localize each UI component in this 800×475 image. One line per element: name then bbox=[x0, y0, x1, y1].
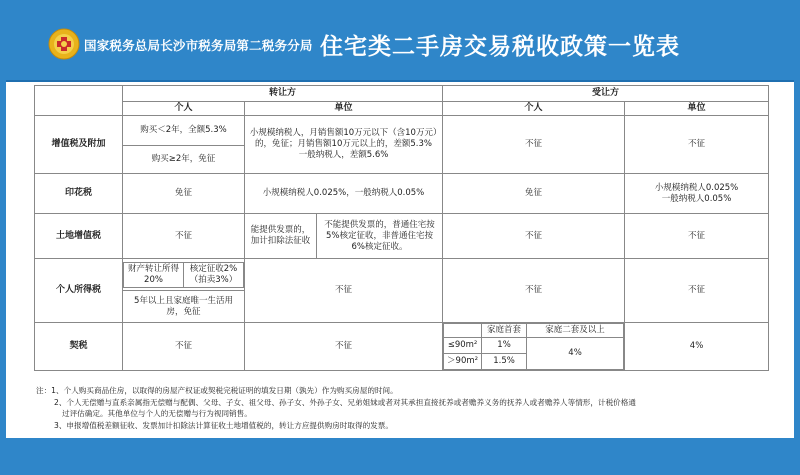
table-row bbox=[35, 174, 769, 214]
table-row bbox=[35, 116, 769, 146]
transferee-unit-header: 单位 bbox=[625, 102, 769, 116]
table-row bbox=[35, 102, 769, 116]
transferor-header: 转让方 bbox=[123, 86, 443, 102]
vat-individual-long: 购买≥2年，免征 bbox=[123, 146, 245, 174]
deed-small-rate: 1% bbox=[482, 338, 527, 354]
stamp-unit: 小规模纳税人0.025%，一般纳税人0.05% bbox=[245, 174, 443, 214]
land-buyer-individual: 不征 bbox=[443, 214, 625, 259]
transferee-header: 受让方 bbox=[443, 86, 769, 102]
tax-policy-table bbox=[34, 85, 769, 371]
income-buyer-individual: 不征 bbox=[443, 259, 625, 323]
table-row bbox=[35, 323, 769, 371]
note-line: 注：1、个人购买商品住房，以取得的房屋产权证或契税完税证明的填发日期（孰先）作为购买房屋的时间。 bbox=[36, 386, 398, 395]
deed-second-rate: 4% bbox=[527, 338, 624, 370]
stamp-individual: 免征 bbox=[123, 174, 245, 214]
vat-buyer-individual: 不征 bbox=[443, 116, 625, 174]
income-transfer-rate: 财产转让所得20% bbox=[124, 262, 184, 287]
deed-area-large: ＞90m² bbox=[444, 354, 482, 370]
transferor-individual-header: 个人 bbox=[123, 102, 245, 116]
notes bbox=[36, 385, 776, 431]
note-line: 2、个人无偿赠与直系亲属指无偿赠与配偶、父母、子女、祖父母、孙子女、外孙子女、兄弟姐妹或者对其承担直接抚养或者赡养义务的抚养人或者赡养人等情形，计税价格通 bbox=[54, 397, 636, 407]
land-individual: 不征 bbox=[123, 214, 245, 259]
note-line: 过评估确定。其他单位与个人的无偿赠与行为视同销售。 bbox=[62, 409, 252, 418]
row-label-income: 个人所得税 bbox=[35, 259, 123, 323]
transferee-individual-header: 个人 bbox=[443, 102, 625, 116]
land-unit-no-invoice: 不能提供发票的，普通住宅按5%核定征收，非普通住宅按6%核定征收。 bbox=[317, 214, 443, 259]
table-row bbox=[35, 259, 769, 291]
deed-area-small: ≤90m² bbox=[444, 338, 482, 354]
table-row bbox=[35, 86, 769, 102]
row-label-land: 土地增值税 bbox=[35, 214, 123, 259]
agency-name: 国家税务总局长沙市税务局第二税务分局 bbox=[84, 38, 313, 53]
income-individual-exempt: 5年以上且家庭唯一生活用房，免征 bbox=[123, 291, 245, 323]
vat-individual-short: 购买＜2年，全额5.3% bbox=[123, 116, 245, 146]
deed-individual: 不征 bbox=[123, 323, 245, 371]
land-unit-invoice: 能提供发票的，加计扣除法征收 bbox=[245, 214, 317, 259]
corner-cell bbox=[35, 86, 123, 116]
footer-banner bbox=[0, 438, 800, 475]
vat-buyer-unit: 不征 bbox=[625, 116, 769, 174]
income-unit: 不征 bbox=[245, 259, 443, 323]
table-row bbox=[35, 214, 769, 259]
deed-buyer-individual bbox=[443, 323, 625, 371]
page-title: 住宅类二手房交易税收政策一览表 bbox=[320, 34, 680, 60]
left-border bbox=[0, 80, 6, 438]
deed-unit: 不征 bbox=[245, 323, 443, 371]
tax-emblem-icon bbox=[48, 28, 80, 60]
deed-first-home-header: 家庭首套 bbox=[482, 324, 527, 338]
header-banner bbox=[0, 0, 800, 82]
deed-buyer-unit: 4% bbox=[625, 323, 769, 371]
stamp-buyer-individual: 免征 bbox=[443, 174, 625, 214]
row-label-vat: 增值税及附加 bbox=[35, 116, 123, 174]
stamp-buyer-unit: 小规模纳税人0.025% 一般纳税人0.05% bbox=[625, 174, 769, 214]
row-label-stamp: 印花税 bbox=[35, 174, 123, 214]
income-individual-transfer bbox=[123, 259, 245, 291]
transferor-unit-header: 单位 bbox=[245, 102, 443, 116]
income-buyer-unit: 不征 bbox=[625, 259, 769, 323]
note-line: 3、申报增值税差额征收、发票加计扣除法计算征收土地增值税的，转让方应提供购房时取得的发票。 bbox=[54, 420, 393, 430]
right-border bbox=[794, 80, 800, 438]
vat-unit: 小规模纳税人，月销售额10万元以下（含10万元）的，免征；月销售额10万元以上的，差额5.3% 一般纳税人，差额5.6% bbox=[245, 116, 443, 174]
row-label-deed: 契税 bbox=[35, 323, 123, 371]
deed-second-home-header: 家庭二套及以上 bbox=[527, 324, 624, 338]
income-assessed-rate: 核定征收2%（拍卖3%） bbox=[184, 262, 244, 287]
land-buyer-unit: 不征 bbox=[625, 214, 769, 259]
deed-large-rate: 1.5% bbox=[482, 354, 527, 370]
